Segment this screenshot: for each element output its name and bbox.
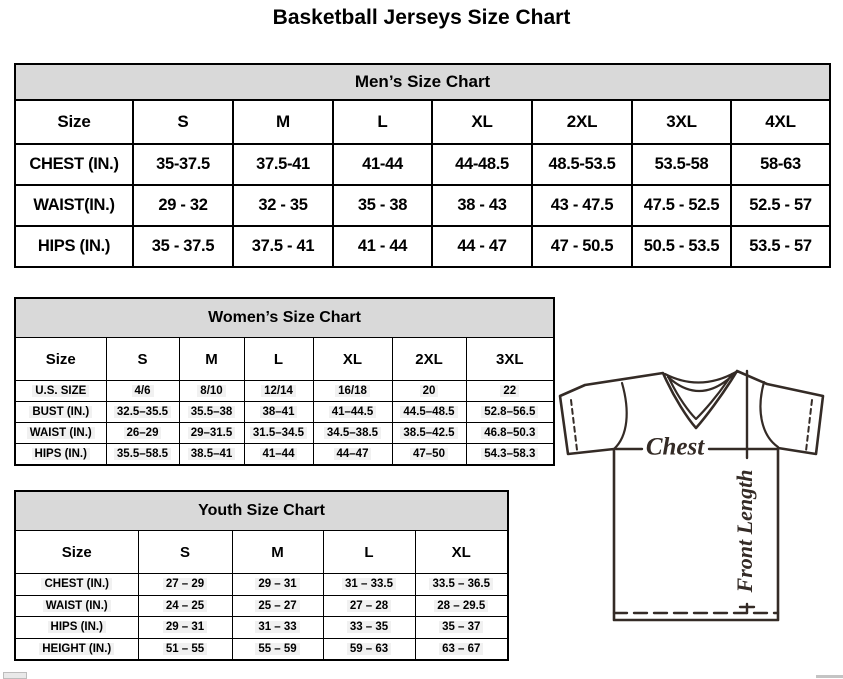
table-row (15, 595, 508, 617)
value-cell: 41-44 (333, 144, 432, 185)
value-cell: 33.5 – 36.5 (415, 574, 508, 596)
col-header: M (179, 338, 244, 381)
value-cell: 47–50 (392, 444, 466, 466)
col-header: S (138, 531, 232, 574)
row-label: HEIGHT (IN.) (15, 638, 138, 660)
value-cell: 44–47 (313, 444, 392, 466)
col-header: M (233, 100, 333, 144)
col-header: XL (415, 531, 508, 574)
col-header: 4XL (731, 100, 830, 144)
row-label: WAIST (IN.) (15, 595, 138, 617)
col-header: M (232, 531, 323, 574)
value-cell: 37.5 - 41 (233, 226, 333, 267)
left-cuff-dashed-line (571, 400, 577, 450)
value-cell: 44-48.5 (432, 144, 532, 185)
value-cell: 24 – 25 (138, 595, 232, 617)
table-row (15, 185, 830, 226)
col-header: L (244, 338, 313, 381)
value-cell: 47.5 - 52.5 (632, 185, 731, 226)
mens-size-column-header: Size (15, 100, 133, 144)
value-cell: 27 – 28 (323, 595, 415, 617)
row-label: WAIST(IN.) (15, 185, 133, 226)
value-cell: 53.5 - 57 (731, 226, 830, 267)
value-cell: 51 – 55 (138, 638, 232, 660)
value-cell: 41–44 (244, 444, 313, 466)
value-cell: 31 – 33.5 (323, 574, 415, 596)
row-label: HIPS (IN.) (15, 226, 133, 267)
row-label: HIPS (IN.) (15, 617, 138, 639)
value-cell: 22 (466, 381, 554, 402)
value-cell: 29 – 31 (138, 617, 232, 639)
value-cell: 52.8–56.5 (466, 402, 554, 423)
table-row (15, 423, 554, 444)
table-row (15, 226, 830, 267)
row-label: BUST (IN.) (15, 402, 106, 423)
value-cell: 55 – 59 (232, 638, 323, 660)
front-length-label: Front Length (732, 469, 758, 593)
value-cell: 35-37.5 (133, 144, 233, 185)
col-header: 2XL (392, 338, 466, 381)
col-header: L (323, 531, 415, 574)
value-cell: 27 – 29 (138, 574, 232, 596)
value-cell: 38.5–42.5 (392, 423, 466, 444)
womens-size-column-header: Size (15, 338, 106, 381)
col-header: 3XL (466, 338, 554, 381)
collar-inner-v (668, 374, 732, 419)
value-cell: 35.5–38 (179, 402, 244, 423)
value-cell: 35 - 37.5 (133, 226, 233, 267)
value-cell: 43 - 47.5 (532, 185, 632, 226)
table-row (15, 617, 508, 639)
value-cell: 37.5-41 (233, 144, 333, 185)
value-cell: 59 – 63 (323, 638, 415, 660)
value-cell: 53.5-58 (632, 144, 731, 185)
value-cell: 63 – 67 (415, 638, 508, 660)
value-cell: 34.5–38.5 (313, 423, 392, 444)
mens-size-table (14, 63, 831, 268)
womens-table-title: Women’s Size Chart (15, 298, 554, 338)
value-cell: 35 – 37 (415, 617, 508, 639)
youth-size-table (14, 490, 509, 661)
value-cell: 29–31.5 (179, 423, 244, 444)
value-cell: 44.5–48.5 (392, 402, 466, 423)
col-header: S (106, 338, 179, 381)
value-cell: 58-63 (731, 144, 830, 185)
right-cuff-dashed-line (806, 400, 812, 451)
youth-size-column-header: Size (15, 531, 138, 574)
value-cell: 29 – 31 (232, 574, 323, 596)
col-header: 2XL (532, 100, 632, 144)
value-cell: 35.5–58.5 (106, 444, 179, 466)
value-cell: 26–29 (106, 423, 179, 444)
value-cell: 41–44.5 (313, 402, 392, 423)
table-row (15, 381, 554, 402)
jersey-measurement-diagram (552, 356, 835, 648)
col-header: 3XL (632, 100, 731, 144)
table-row (15, 144, 830, 185)
womens-size-table (14, 297, 555, 466)
scrollbar-fragment-right (816, 675, 843, 678)
value-cell: 52.5 - 57 (731, 185, 830, 226)
row-label: CHEST (IN.) (15, 574, 138, 596)
row-label: WAIST (IN.) (15, 423, 106, 444)
col-header: S (133, 100, 233, 144)
col-header: XL (313, 338, 392, 381)
value-cell: 29 - 32 (133, 185, 233, 226)
value-cell: 44 - 47 (432, 226, 532, 267)
value-cell: 16/18 (313, 381, 392, 402)
value-cell: 48.5-53.5 (532, 144, 632, 185)
value-cell: 12/14 (244, 381, 313, 402)
value-cell: 47 - 50.5 (532, 226, 632, 267)
jersey-outline-path (560, 371, 823, 620)
table-row (15, 638, 508, 660)
scrollbar-fragment-left (3, 672, 27, 679)
value-cell: 31.5–34.5 (244, 423, 313, 444)
value-cell: 54.3–58.3 (466, 444, 554, 466)
value-cell: 20 (392, 381, 466, 402)
value-cell: 4/6 (106, 381, 179, 402)
table-row (15, 574, 508, 596)
mens-table-title: Men’s Size Chart (15, 64, 830, 100)
value-cell: 38 - 43 (432, 185, 532, 226)
value-cell: 33 – 35 (323, 617, 415, 639)
value-cell: 32.5–35.5 (106, 402, 179, 423)
value-cell: 32 - 35 (233, 185, 333, 226)
value-cell: 28 – 29.5 (415, 595, 508, 617)
table-row (15, 402, 554, 423)
page-title: Basketball Jerseys Size Chart (272, 6, 571, 29)
right-sleeve-seam (760, 382, 778, 447)
chest-label: Chest (645, 433, 705, 461)
value-cell: 41 - 44 (333, 226, 432, 267)
value-cell: 46.8–50.3 (466, 423, 554, 444)
row-label: U.S. SIZE (15, 381, 106, 402)
value-cell: 38–41 (244, 402, 313, 423)
value-cell: 25 – 27 (232, 595, 323, 617)
youth-table-title: Youth Size Chart (15, 491, 508, 531)
left-sleeve-seam (614, 383, 627, 449)
table-row (15, 444, 554, 466)
row-label: HIPS (IN.) (15, 444, 106, 466)
value-cell: 50.5 - 53.5 (632, 226, 731, 267)
value-cell: 35 - 38 (333, 185, 432, 226)
col-header: XL (432, 100, 532, 144)
row-label: CHEST (IN.) (15, 144, 133, 185)
value-cell: 8/10 (179, 381, 244, 402)
col-header: L (333, 100, 432, 144)
value-cell: 31 – 33 (232, 617, 323, 639)
value-cell: 38.5–41 (179, 444, 244, 466)
